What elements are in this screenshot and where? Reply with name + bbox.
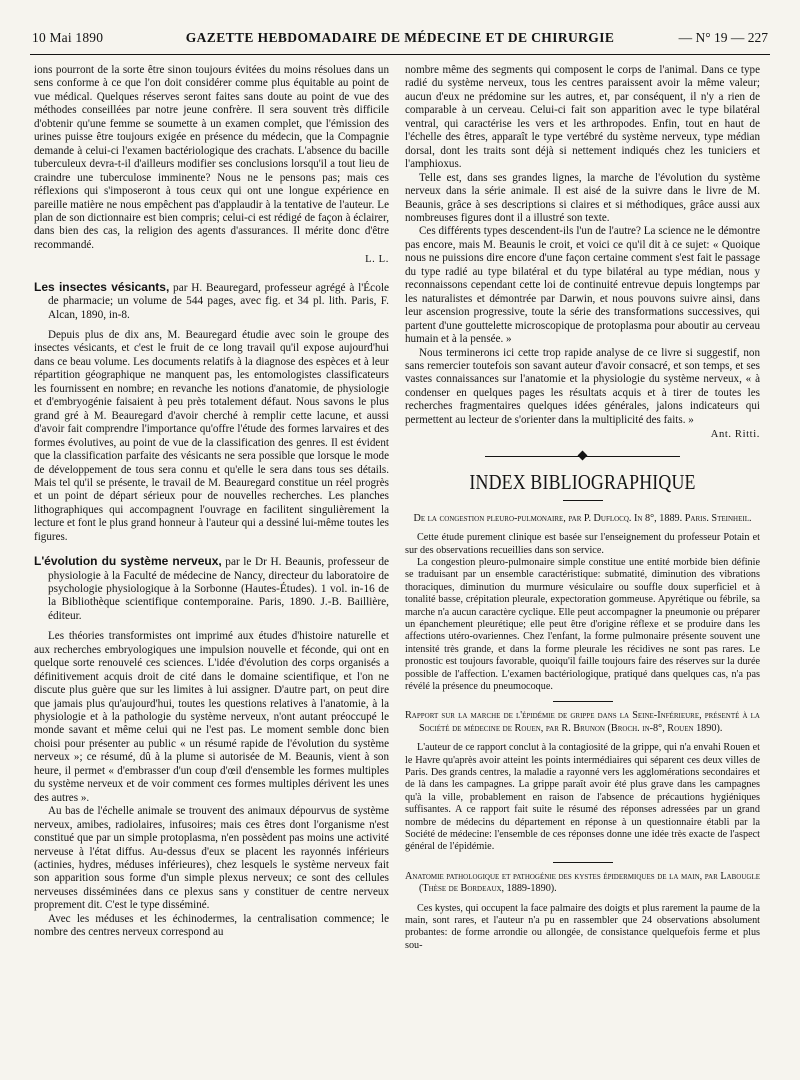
index-entry-paragraph: Cette étude purement clinique est basée sur l'enseignement du professeur Potain et sur des observations recueillies dans son service. bbox=[405, 532, 760, 556]
header-date: 10 Mai 1890 bbox=[32, 30, 104, 45]
page-header bbox=[30, 28, 770, 55]
section-heading-insectes bbox=[34, 281, 389, 322]
paragraph: Ces différents types descendent-ils l'un de l'autre? La science ne le démontre pas encore, mais M. Beaunis le croit, et voici ce qu'il dit à ce sujet: « Quoique nous ne puissions dire encore d'une façon certaine comment s'est fait le passage du type radié au type bilatéral et du type bilatéral au type médian, nous y reconnaissons cependant cette loi de continuité entrevue depuis longtemps par les naturalistes et démontrée par Darwin, et nous pouvons suivre ainsi, dans leur ascension progressive, toute la série des transformations successives, qui partent d'une gouttelette microscopique de protoplasma pour aboutir au cerveau humain et à la pensée. » bbox=[405, 225, 760, 346]
section-divider bbox=[405, 450, 760, 464]
section-byline-evolution: par le Dr H. Beaunis, professeur de physiologie à la Faculté de médecine de Nancy, directeur du laboratoire de psychologie physiologique à la Sorbonne (Hautes-Études). 1 vol. in-16 de la Bibliothèque scientifique contemporaine. Paris, 1890. J.-B. Baillière, éditeur. bbox=[48, 556, 389, 622]
index-entry-paragraph: L'auteur de ce rapport conclut à la contagiosité de la grippe, qui n'a envahi Rouen et le Havre qu'après avoir atteint les points intermédiaires qui séparent ces deux villes de Paris. Des grands centres, la maladie a rayonné vers les agglomérations secondaires et de là dans les campagnes. La grippe paraît avoir été plus grave dans les campagnes qu'à la ville, probablement en raison de l'absence de précautions hygiéniques suffisantes. A ce rapport fait suite le résumé des réponses adressées par un grand nombre de médecins du département en réponse à un questionnaire établi par la Société de médecine: l'ensemble de ces réponses donne une idée très exacte de l'aspect général de l'épidémie. bbox=[405, 742, 760, 853]
paragraph: Avec les méduses et les échinodermes, la centralisation commence; le nombre des centres nerveux correspond au bbox=[34, 912, 389, 939]
review-signature: Ant. Ritti. bbox=[710, 429, 760, 441]
paragraph: Au bas de l'échelle animale se trouvent des animaux dépourvus de système nerveux, amibes, radiolaires, infusoires; mais ces êtres dont l'organisme n'est constitué que par un simple protoplasma, n'en possèdent pas moins une activité nerveuse à l'état diffus. Au-dessus d'eux se placent les rayonnés inférieurs (actinies, hydres, méduses inférieures), chez lesquels le système nerveux fait son apparition sous forme d'un simple plexus nerveux; ce sont des cellules nerveuses disséminées dans ce plexus sans y constituer de centre nerveux proprement dit. C'est le type disséminé. bbox=[34, 805, 389, 912]
paragraph: Depuis plus de dix ans, M. Beauregard étudie avec soin le groupe des insectes vésicants, et c'est le fruit de ce long travail qu'il expose aujourd'hui dans ce beau volume. Les documents relatifs à la diagnose des espèces et à leur répartition géographique ne manquent pas, les entomologistes classificateurs les fournissent en nombre; en revanche les notions d'anatomie, de physiologie et d'embryogénie faisaient à peu près totalement défaut. Nous savons le plus grand gré à M. Beauregard d'avoir cherché à remplir cette lacune, et aussi d'avoir fait comprendre l'importance qu'offre l'étude des formes larvaires et des formes évolutives, au point de vue de la classification des genres. Il est évident que la classification parfaite des vésicants ne sera possible que lorsque le mode de développement de tous sera connu et qu'elle le sera dans tous ses détails. Mais tel qu'il se présente, le travail de M. Beauregard constitue un réel progrès et un point de départ sérieux pour de nouvelles recherches. Les planches lithographiques qui accompagnent l'ouvrage en facilitent singulièrement la lecture et font le plus grand honneur à l'auteur qui a dessiné lui-même toutes les figures. bbox=[34, 329, 389, 543]
index-entry-heading: Anatomie pathologique et pathogénie des kystes épidermiques de la main, par Labougle (Thèse de Bordeaux, 1889-1890). bbox=[405, 870, 760, 895]
section-title-evolution: L'évolution du système nerveux, bbox=[34, 554, 222, 569]
header-title: GAZETTE HEBDOMADAIRE DE MÉDECINE ET DE CHIRURGIE bbox=[185, 30, 615, 45]
section-byline-insectes: par H. Beauregard, professeur agrégé à l'École de pharmacie; un volume de 544 pages, avec fig. et 34 pl. lith. Paris, F. Alcan, 1890, in-8. bbox=[48, 281, 389, 321]
index-entry-paragraph: Ces kystes, qui occupent la face palmaire des doigts et plus rarement la paume de la main, sont rares, et l'auteur n'a pu en rassembler que 24 observations absolument probantes: de forme arrondie ou allongée, de consistance quelquefois ferme et plus sou- bbox=[405, 902, 760, 951]
index-title: INDEX BIBLIOGRAPHIQUE bbox=[469, 469, 696, 494]
left-column bbox=[34, 64, 389, 1064]
index-entry-paragraph: La congestion pleuro-pulmonaire simple constitue une entité morbide bien définie se traduisant par un ensemble caractéristique: submatité, diminution des vibrations thoraciques, diminution du murmure vésiculaire ou souffle doux superficiel et à tonalité basse, crépitation pleurale, expectoration gommeuse. Apyrétique ou fébrile, sa marche n'a aucun caractère cyclique. Elle peut accompagner la pneumonie ou préparer un épanchement pleurétique; elle peut être d'origine réflexe et se produire dans les affections utéro-ovariennes. Chez l'enfant, la forme pulmonaire présente souvent une intensité très grande, et dans la forme pleurale les récidives ne sont pas rares. Le pronostic est toujours favorable, quoiqu'il faille toujours faire des réserves sur la durée possible de l'affection. L'examen bactériologique, pratiqué dans quelques cas, n'a pas révélé la présence du pneumocoque. bbox=[405, 556, 760, 692]
section-heading-evolution bbox=[34, 555, 389, 623]
paragraph: Les théories transformistes ont imprimé aux études d'histoire naturelle et aux recherches embryologiques une impulsion nouvelle et féconde, qui ont en quelque sorte renouvelé ces sciences. L'idée d'évolution des corps organisés a définitivement acquis droit de cité dans le domaine scientifique, et l'on ne discute plus guère que sur les limites à lui assigner. D'autre part, on peut dire que jamais plus qu'aujourd'hui, toutes les questions relatives à l'anatomie, à la physiologie et à la pathologie du système nerveux, n'ont autant préoccupé le monde savant et même celui qui ne l'est pas. Le moment semble donc bien choisi pour présenter au public « un résumé rapide de l'évolution du système nerveux »; ce résumé, dû à la plume si autorisée de M. Beaunis, vient à son heure, il permet « d'embrasser d'un coup d'œil d'ensemble les formes multiples du système nerveux et de voir comment ces formes multiples dérivent les unes des autres ». bbox=[34, 630, 389, 804]
intro-signature: L. L. bbox=[365, 254, 389, 266]
index-entry-heading: Rapport sur la marche de l'épidémie de grippe dans la Seine-Inférieure, présenté à la Société de médecine de Rouen, par R. Brunon (Broch. in-8°, Rouen 1890). bbox=[405, 710, 760, 734]
short-rule bbox=[553, 862, 613, 863]
short-rule bbox=[563, 500, 603, 501]
right-column bbox=[405, 64, 760, 1064]
paragraph: Nous terminerons ici cette trop rapide analyse de ce livre si suggestif, non sans remercier toutefois son savant auteur d'avoir consacré, et son temps, et ses vastes connaissances sur l'anatomie et la physiologie du système nerveux, « à condenser en quelques pages les résultats acquis et à tirer de toutes les recherches fragmentaires quelques idées générales, jalons indicateurs qui permettent au lecteur de s'orienter dans la multiplicité des faits. » bbox=[405, 346, 760, 426]
paragraph: Telle est, dans ses grandes lignes, la marche de l'évolution du système nerveux dans la série animale. Il est aisé de la suivre dans le livre de M. Beaunis, grâce à ses descriptions si claires et si méthodiques, grâce aussi aux nombreuses figures dont il a illustré son texte. bbox=[405, 171, 760, 224]
diamond-ornament-icon bbox=[577, 450, 587, 460]
short-rule bbox=[553, 701, 613, 702]
paragraph: nombre même des segments qui composent le corps de l'animal. Dans ce type radié du système nerveux, tous les centres paraissent avoir la même valeur; aucun d'eux ne prédomine sur les autres, et, par conséquent, il n'y a rien de comparable à un cerveau. Celui-ci fait son apparition avec le type bilatéral ventral, qui caractérise les vers et les arthropodes. Enfin, tout en haut de l'échelle des êtres, apparaît le type vertébré du système nerveux, type médian dorsal, dont les traits sont déjà si nettement indiqués chez les tuniciers et l'amphioxus. bbox=[405, 64, 760, 171]
index-entry-heading: De la congestion pleuro-pulmonaire, par P. Duflocq. In 8°, 1889. Paris. Steinheil. bbox=[413, 512, 752, 524]
intro-paragraph: ions pourront de la sorte être sinon toujours évitées du moins résolues dans un sens conforme à ce que l'on doit considérer comme plus équitable au point de vue médical. Quelques réserves seront faites sans doute au point de vue des méthodes conseillées par notre jeune confrère. Il sera souvent très difficile d'obtenir qu'une femme se soumette à un examen complet, que l'émission des urines puisse être toujours exigée en présence du médecin, que la Compagnie demande à celui-ci l'examen bactériologique des crachats. L'absence du bacille tuberculeux devra-t-il d'ailleurs modifier ses conclusions lorsqu'il a tout lieu de craindre une tuberculose imminente? Nous ne le pensons pas; mais ces réflexions qui s'imposeront à tous ceux qui ont une longue expérience en pareille matière ne nous empêchent pas d'applaudir à la tentative de l'auteur. Le plan de son dictionnaire est bien compris; celui-ci est rédigé de façon à éclairer, dans bien des cas, la religion des agents d'assurances. Il mérite donc d'être recommandé. bbox=[34, 64, 389, 251]
header-issue-number: — N° 19 — 227 bbox=[678, 30, 768, 45]
section-title-insectes: Les insectes vésicants, bbox=[34, 279, 170, 294]
